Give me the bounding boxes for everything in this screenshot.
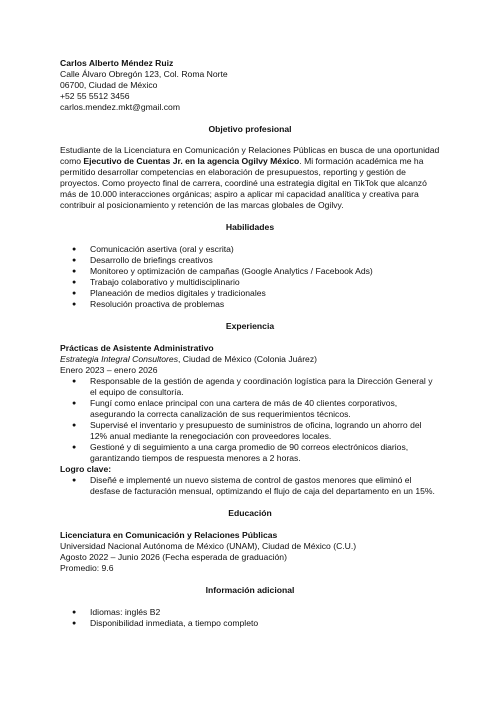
education-title: Educación [228, 508, 272, 518]
job-duty-item: ● Fungí como enlace principal con una cartera de más de 40 clientes corporativos, asegurando la correcta canalización de sus requerimientos técnicos. [60, 398, 440, 420]
job-duty-item: ● Responsable de la gestión de agenda y coordinación logística para la Dirección General y el equipo de consultoría. [60, 376, 440, 398]
skill-item: ● Monitoreo y optimización de campañas (Google Analytics / Facebook Ads) [60, 266, 440, 277]
achievements-list [60, 475, 440, 497]
additional-title: Información adicional [205, 585, 295, 595]
additional-list [60, 607, 440, 629]
skill-item: ● Resolución proactiva de problemas [60, 299, 440, 310]
job-duty-item: ● Supervisé el inventario y presupuesto de suministros de oficina, logrando un ahorro del 12% anual mediante la renegociación con proveedores locales. [60, 420, 440, 442]
skills-title: Habilidades [225, 222, 275, 232]
address-line-1: Calle Álvaro Obregón 123, Col. Roma Norte [60, 69, 228, 79]
additional-item: ● Idiomas: inglés B2 [60, 607, 440, 618]
achievement-label: Logro clave: [60, 464, 112, 474]
skill-item: ● Desarrollo de briefings creativos [60, 255, 440, 266]
job-dates: Enero 2023 – enero 2026 [60, 365, 158, 375]
objective-text-end: . Mi formación académica me ha permitido desarrollar competencias en elaboración de presupuestos, reporting y gestión de proyectos. Como proyecto final de carrera, coordiné una estrategia digital en TikTok que alcanzó más de 10.000 interacciones orgánicas; aspiro a aplicar mi capacidad analítica y creativa para contribuir al posicionamiento y retención de las marcas globales de Ogilvy. [60, 156, 427, 210]
experience-title: Experiencia [225, 321, 275, 331]
contact-block [60, 58, 440, 113]
job-company-line [60, 354, 440, 365]
job-duty-item: ● Gestioné y di seguimiento a una carga promedio de 90 correos electrónicos diarios, garantizando tiempos de respuesta menores a 2 horas. [60, 442, 440, 464]
job-role: Prácticas de Asistente Administrativo [60, 343, 214, 353]
objective-text-start: Estudiante de la Licenciatura en Comunicación y Relaciones Públicas en busca de una oportunidad como [60, 145, 440, 166]
objective-text [60, 145, 440, 211]
achievement-item: ● Diseñé e implementé un nuevo sistema de control de gastos menores que eliminó el desfase de facturación mensual, optimizando el flujo de caja del departamento en un 15%. [60, 475, 440, 497]
skills-list [60, 244, 440, 310]
resume-page [60, 58, 440, 629]
skill-item: ● Comunicación asertiva (oral y escrita) [60, 244, 440, 255]
education-dates: Agosto 2022 – Junio 2026 (Fecha esperada de graduación) [60, 552, 287, 562]
email: carlos.mendez.mkt@gmail.com [60, 102, 180, 112]
grade-average: Promedio: 9.6 [60, 563, 114, 573]
phone: +52 55 5512 3456 [60, 91, 130, 101]
job-company: Estrategia Integral Consultores [60, 354, 178, 364]
address-line-2: 06700, Ciudad de México [60, 80, 158, 90]
school: Universidad Nacional Autónoma de México (UNAM), Ciudad de México (C.U.) [60, 541, 357, 551]
candidate-name: Carlos Alberto Méndez Ruiz [60, 58, 174, 68]
job-location: , Ciudad de México (Colonia Juárez) [178, 354, 317, 364]
objective-target-role: Ejecutivo de Cuentas Jr. en la agencia Ogilvy México [83, 156, 300, 166]
degree: Licenciatura en Comunicación y Relaciones Públicas [60, 530, 278, 540]
objective-title: Objetivo profesional [208, 124, 292, 134]
job-duties-list [60, 376, 440, 464]
additional-item: ● Disponibilidad inmediata, a tiempo completo [60, 618, 440, 629]
skill-item: ● Planeación de medios digitales y tradicionales [60, 288, 440, 299]
skill-item: ● Trabajo colaborativo y multidisciplinario [60, 277, 440, 288]
